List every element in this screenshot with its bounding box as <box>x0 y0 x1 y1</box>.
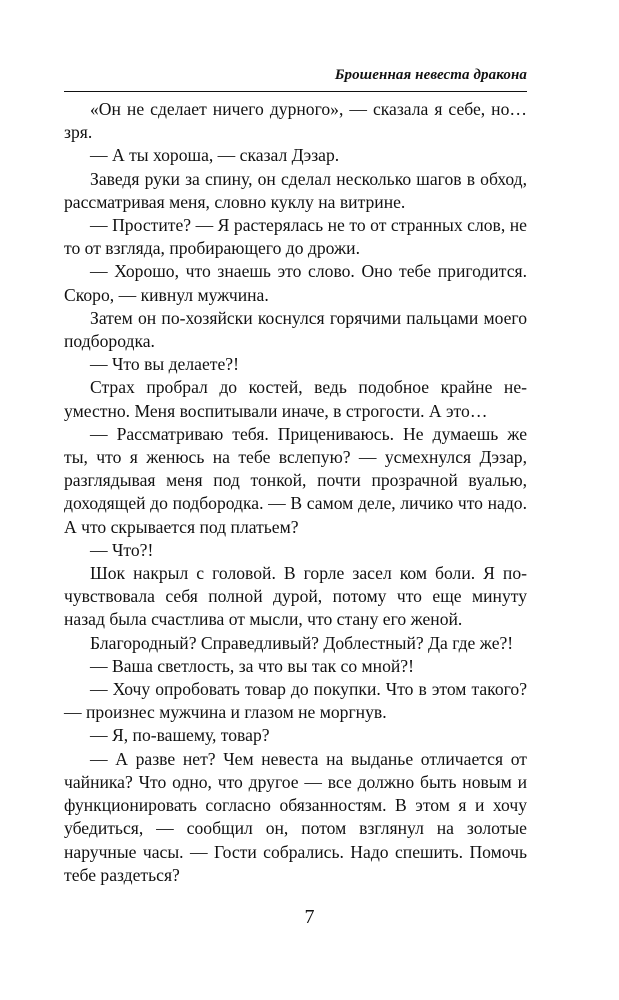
paragraph: — Хочу опробовать товар до покупки. Что в этом такого? — произнес мужчина и глазом не моргнув. <box>64 679 527 723</box>
paragraph: — Простите? — Я растерялась не то от странных слов, не то от взгляда, пробирающего до дрожи. <box>64 215 527 259</box>
paragraph: — А разве нет? Чем невеста на выданье отличается от чайника? Что одно, что другое — все должно быть новым и функционировать согласно обязанностям. В этом я и хочу убедиться, — сообщил он, потом взглянул на золотые наручные часы. — Гости собрались. Надо спешить. Помочь тебе раздеться? <box>64 748 527 885</box>
paragraph: — А ты хороша, — сказал Дэзар. <box>90 145 340 166</box>
paragraph: — Хорошо, что знаешь это слово. Оно тебе пригодится. Скоро, — кивнул мужчина. <box>64 261 527 305</box>
paragraph: Шок накрыл с головой. В горле засел ком боли. Я почувствовала себя полной дурой, потому что еще минуту назад была счастлива от мысли, что стану его женой. <box>64 563 527 630</box>
paragraph: — Что?! <box>90 539 154 560</box>
header-rule <box>64 91 527 92</box>
paragraph: — Я, по-вашему, товар? <box>90 725 270 746</box>
paragraph: Благородный? Справедливый? Доблестный? Да где же?! <box>90 632 514 653</box>
running-header-title: Брошенная невеста дракона <box>334 67 527 83</box>
paragraph: — Что вы делаете?! <box>90 354 239 375</box>
page-number: 7 <box>304 906 315 928</box>
paragraph: — Ваша светлость, за что вы так со мной?! <box>90 655 414 676</box>
paragraph: Страх пробрал до костей, ведь подобное крайне неуместно. Меня воспитывали иначе, в строгости. А это… <box>64 377 527 421</box>
paragraph: — Рассматриваю тебя. Прицениваюсь. Не думаешь же ты, что я женюсь на тебе вслепую? — усмехнулся Дэзар, разглядывая меня под тонкой, почти прозрачной вуалью, доходящей до подбородка. — В самом деле, личико что надо. А что скрывается под платьем? <box>64 423 527 537</box>
body-text <box>64 98 527 887</box>
paragraph: Заведя руки за спину, он сделал несколько шагов в обход, рассматривая меня, словно куклу на витрине. <box>64 168 527 212</box>
paragraph: Затем он по-хозяйски коснулся горячими пальцами моего подбородка. <box>64 307 527 352</box>
paragraph: «Он не сделает ничего дурного», — сказала я себе, но… зря. <box>64 99 527 143</box>
